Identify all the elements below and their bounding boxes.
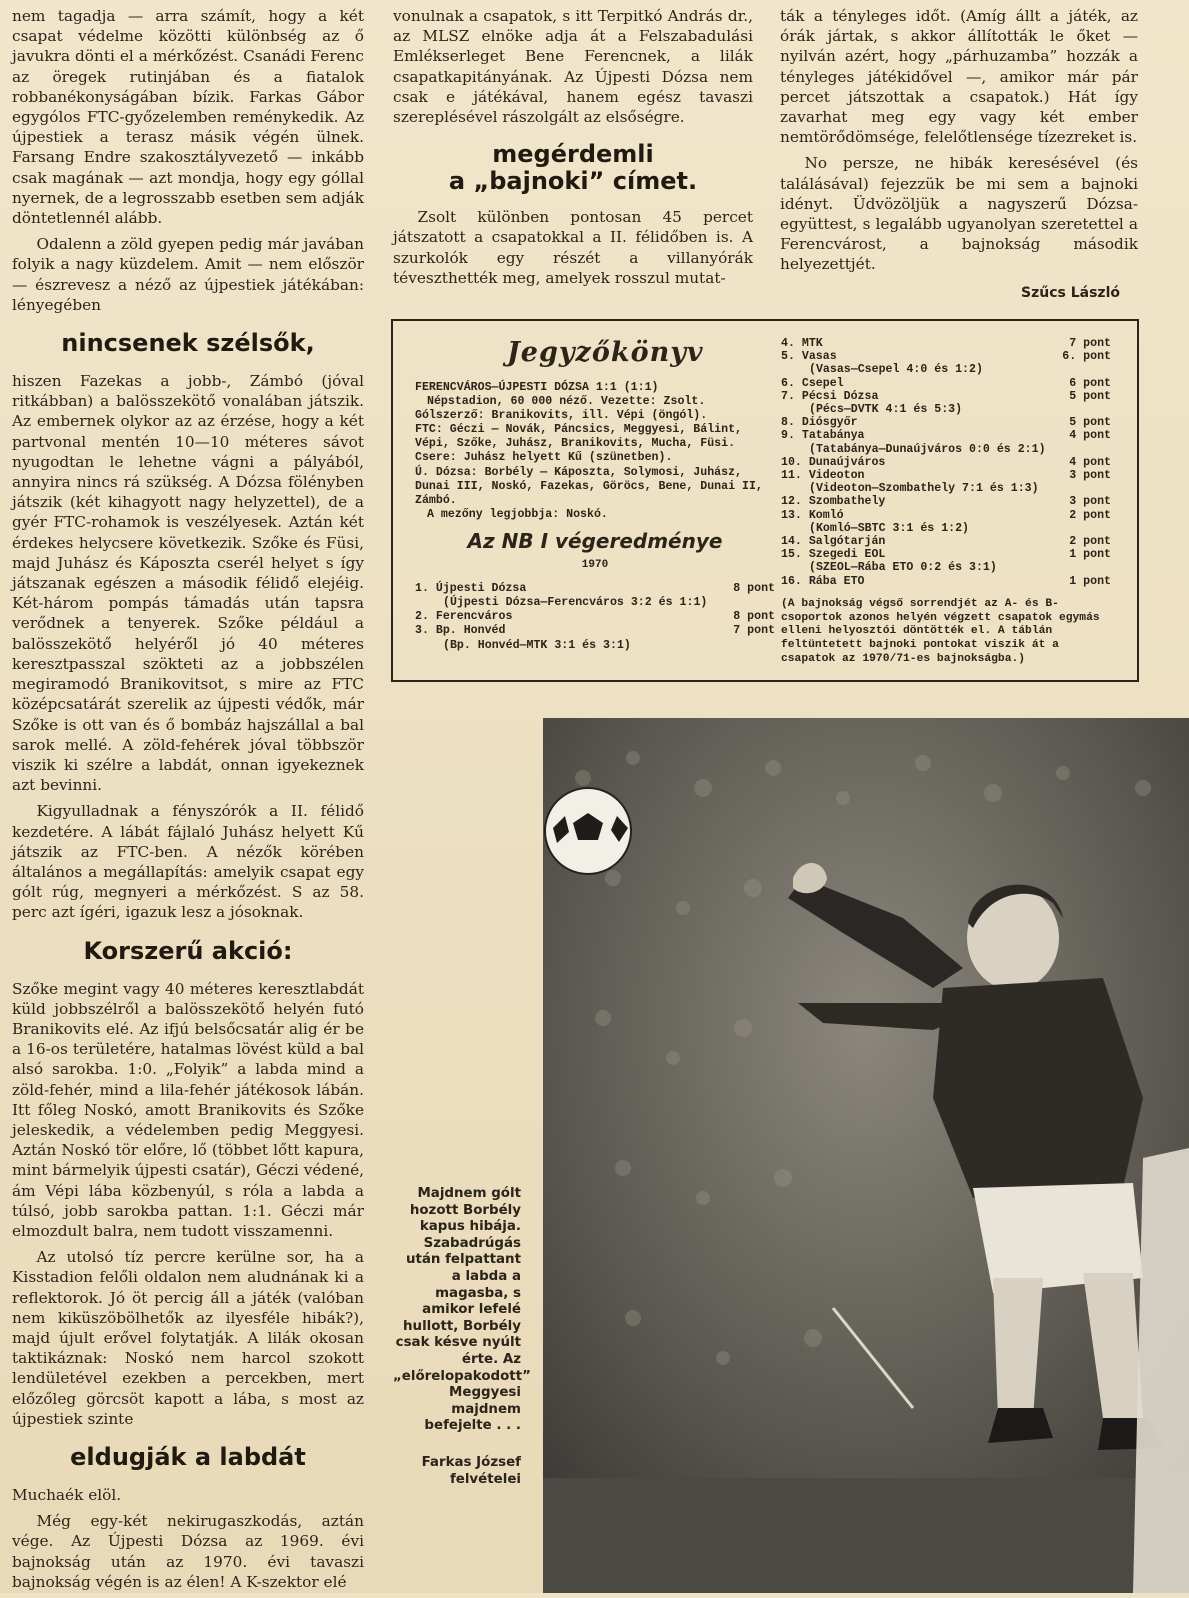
standings-points: 6 pont	[1069, 376, 1111, 390]
paragraph: Zsolt különben pontosan 45 percet játszatott a csapatokkal a II. félidőben is. A szurkolók egy részét a villanyórák téveszthették meg, amelyek rosszul mutat-	[393, 208, 753, 287]
paragraph: No persze, ne hibák keresésével (és találásával) fejezzük be mi sem a bajnoki idényt. Üdvözöljük a nagyszerű Dózsa-együttest, s legalább ugyanolyan szeretettel a Ferencvárost, a bajnokság második helyezettjét.	[780, 154, 1138, 274]
football-photo-illustration	[543, 718, 1189, 1593]
standings-team: 4. MTK	[781, 337, 823, 350]
standings-points: 8 pont	[733, 610, 775, 624]
standings-result-note: (Újpesti Dózsa—Ferencváros 3:2 és 1:1)	[443, 596, 708, 610]
paragraph: hiszen Fazekas a jobb-, Zámbó (jóval ritkábban) a balösszekötő vonalában játszik. Az embernek olykor az az érzése, hogy a két partvonal mentén 10—10 méteres sávot nyugodtan le lehetne vágni a pályából, annyira nincs rá szükség. A Dózsa fölényben játszik (két kihagyott nagy helyzettel), de a gyér FTC-rohamok is veszélyesek. Aztán két érdekes helycsere következik. Szőke és Füsi, majd Juhász és Káposzta cserél helyet s így játszanak egészen a második félidő elejéig. Két-három pompás támadás után tapsra verődnek a tenyerek. Szőke például a balösszekötő helyéről jó 40 méteres keresztpasszal szökteti az a jobbszélen megiramodó Branikovitsot, s mire az FTC középcsatárát szerelik az újpesti védők, már Szőke is ott van és ő bombáz hajszállal a bal sarok mellé. A zöld-fehérek jóval többször viszik ki szélre a labdát, onnan igyekeznek azt bevinni.	[12, 372, 364, 795]
standings-continued	[781, 337, 1111, 667]
standings-footnote: (A bajnokság végső sorrendjét az A- és B-csoportok azonos helyén végzett csapatok egymás elleni helyosztói döntötték el. A táblán feltüntetett bajnoki pontokat viszik át a csapatok az 1970/71-es bajnokságba.)	[781, 597, 1100, 666]
paragraph: nem tagadja — arra számít, hogy a két csapat védelme közötti különbség az ő javukra dönti el a mérkőzést. Csanádi Ferenc az öregek rutinjában és a fiatalok robbanékonyságában bízik. Farkas Gábor egygólos FTC-győzelemben reménykedik. Az újpestiek a terasz másik végén ülnek. Farsang Endre szakosztályvezető — inkább csak magának — azt mondja, hogy egy góllal nyernek, de a legrosszabb esetben sem adják döntetlennél alább.	[12, 7, 365, 228]
standings-points: 1 pont	[1069, 574, 1111, 588]
standings-team: 11. Videoton	[781, 469, 865, 483]
standings-team: 9. Tatabánya	[781, 429, 865, 443]
report-line: FERENCVÁROS—ÚJPESTI DÓZSA 1:1 (1:1)	[415, 381, 659, 394]
match-report	[415, 337, 775, 653]
standings-team: 8. Diósgyőr	[781, 416, 858, 430]
standings-result-note: (Bp. Honvéd—MTK 3:1 és 3:1)	[443, 638, 631, 652]
photo-credit: Farkas József felvételei	[421, 1454, 521, 1487]
standings-points: 1 pont	[1069, 548, 1111, 562]
standings-row	[781, 495, 1111, 508]
paragraph: Kigyulladnak a fényszórók a II. félidő kezdetére. A lábát fájlaló Juhász helyett Kű játszik az FTC-ben. A nézők körében általános a megállapítás: amelyik csapat egy gólt rúg, megnyeri a mérkőzést. S az 58. perc azt ígéri, igazuk lesz a jósoknak.	[12, 802, 364, 922]
standings-result-note: (Komló—SBTC 3:1 és 1:2)	[809, 521, 970, 535]
standings-row	[415, 610, 775, 624]
standings-points: 5 pont	[1069, 389, 1111, 403]
standings-row	[781, 350, 1111, 363]
author-signature: Szűcs László	[1021, 284, 1120, 301]
standings-result-note: (SZEOL—Rába ETO 0:2 és 3:1)	[809, 561, 997, 575]
caption-text: Majdnem gólt hozott Borbély kapus hibája. Szabadrúgás után felpattant a labda a magasba, s amikor lefelé hullott, Borbély csak késve nyúlt érte. Az „előrelopakodott” Meggyesi majdnem befejelte . . .	[393, 1186, 531, 1434]
paragraph: Az utolsó tíz percre kerülne sor, ha a Kisstadion felőli oldalon nem aludnának ki a reflektorok. Jó öt percig áll a játék (valóban nem kiküszöbölhetők az ilyesféle hibák?), majd újult erővel folytatják. A lilák okosan taktikáznak: Noskó nem harcol szokott lendületével ezekben a percekben, mert előzőleg görcsöt kapott a lába, s most az újpestiek szinte	[12, 1248, 364, 1428]
standings-result-note: (Pécs—DVTK 4:1 és 5:3)	[809, 403, 963, 417]
standings-row	[781, 337, 1111, 350]
standings-points: 3 pont	[1069, 495, 1111, 509]
standings-row	[781, 416, 1111, 429]
standings-row	[415, 582, 775, 596]
paragraph: Szőke megint vagy 40 méteres keresztlabdát küld jobbszélről a balösszekötő helyén futó Branikovits elé. Az ifjú belsőcsatár alig ér be a 16-os területére, hatalmas lövést küld a bal alsó sarokba. 1:0. „Folyik” a labda mind a zöld-fehér, mind a lila-fehér játékosok lábán. Itt főleg Noskó, amott Branikovits és Szőke jeleskedik, a védelemben pedig Meggyesi. Aztán Noskó tör előre, lő (többet lőtt kapura, mint bármelyik újpesti csatár), Géczi védené, ám Vépi lába közbenyúl, s róla a labda a túlsó, jobb sarokba pattan. 1:1. Géczi már elmozdult balra, nem tudott visszamenni.	[12, 979, 364, 1240]
standings-points: 7 pont	[733, 624, 775, 638]
report-line: A mezőny legjobbja: Noskó.	[427, 507, 608, 521]
paragraph: Még egy-két nekirugaszkodás, aztán vége. Az Újpesti Dózsa az 1969. évi bajnokság után az 1970. évi tavaszi bajnokság végén is az élen! A K-szektor elé	[12, 1512, 364, 1591]
standings-points: 2 pont	[1069, 535, 1111, 549]
standings-team: 5. Vasas	[781, 350, 837, 364]
standings-result-note: (Tatabánya—Dunaújváros 0:0 és 2:1)	[809, 442, 1046, 456]
subheading: Korszerű akció:	[83, 936, 293, 965]
standings-result-note: (Videoton—Szombathely 7:1 és 1:3)	[809, 482, 1039, 496]
subheading-line: megérdemli	[492, 140, 654, 169]
standings-points: 4 pont	[1069, 429, 1111, 443]
standings-team: 6. Csepel	[781, 376, 844, 390]
subheading: eldugják a labdát	[70, 1443, 306, 1471]
standings-team: 1. Újpesti Dózsa	[415, 582, 527, 596]
standings-team: 16. Rába ETO	[781, 574, 865, 588]
subheading-line: a „bajnoki” címet.	[448, 167, 698, 196]
article-column-3	[780, 6, 1138, 303]
standings-row	[415, 624, 775, 638]
standings-points: 3 pont	[1069, 469, 1111, 483]
standings-points: 2 pont	[1069, 508, 1111, 522]
report-line: Gólszerző: Branikovits, ill. Vépi (öngól).	[415, 409, 708, 423]
match-report-title: Jegyzőkönyv	[507, 337, 704, 368]
standings-points: 6. pont	[1062, 350, 1111, 364]
report-line: Népstadion, 60 000 néző. Vezette: Zsolt.	[427, 395, 706, 409]
standings-team: 7. Pécsi Dózsa	[781, 389, 879, 403]
standings-team: 2. Ferencváros	[415, 610, 513, 624]
standings-points: 8 pont	[733, 582, 775, 596]
paragraph: Muchaék elöl.	[12, 1486, 122, 1504]
standings-result-note: (Vasas—Csepel 4:0 és 1:2)	[809, 363, 983, 377]
standings-points: 7 pont	[1069, 337, 1111, 350]
standings-team: 13. Komló	[781, 508, 844, 522]
standings-row	[781, 456, 1111, 469]
standings-team: 10. Dunaújváros	[781, 455, 886, 469]
standings-row	[781, 535, 1111, 548]
paragraph: vonulnak a csapatok, s itt Terpitkó András dr., az MLSZ elnöke adja át a Felszabadulási Emlékserleget Bene Ferencnek, a lilák csapatkapitányának. Az Újpesti Dózsa nem csak e játékával, hanem egész tavaszi szereplésével rászolgált az elsőségre.	[393, 7, 753, 127]
standings-row	[781, 575, 1111, 588]
standings-row	[781, 469, 1111, 482]
standings-team: 12. Szombathely	[781, 495, 886, 509]
standings-team: 3. Bp. Honvéd	[415, 624, 506, 638]
standings-team: 14. Salgótarján	[781, 535, 886, 549]
subheading: nincsenek szélsők,	[61, 329, 315, 358]
standings-row	[781, 509, 1111, 522]
standings-row	[781, 548, 1111, 561]
report-line: Ú. Dózsa: Borbély — Káposzta, Solymosi, Juhász, Dunai III, Noskó, Fazekas, Göröcs, Bene, Dunai II, Zámbó.	[415, 465, 763, 507]
standings-points: 4 pont	[1069, 455, 1111, 469]
subheading	[393, 141, 753, 195]
match-report-box	[391, 319, 1139, 682]
article-column-2	[393, 6, 753, 294]
photo-caption	[393, 1186, 531, 1488]
paragraph: ták a tényleges időt. (Amíg állt a játék, az órák jártak, s akkor állították le őket — nyilván azért, hogy „párhuzamba” hozzák a tényleges játékidővel —, amikor már pár percet játszottak a csapatok.) Hát így zavarhat meg egy vagy két ember nemtörődömsége, felelőtlensége tízezreket is.	[780, 7, 1138, 147]
standings-points: 5 pont	[1069, 416, 1111, 430]
paragraph: Odalenn a zöld gyepen pedig már javában folyik a nagy küzdelem. Amit — nem először — észrevesz a néző az újpestiek játékában: lényegében	[12, 235, 364, 314]
match-photo	[543, 718, 1189, 1593]
standings-year: 1970	[581, 559, 609, 572]
article-column-1	[12, 6, 364, 1598]
standings-title: Az NB I végeredménye	[467, 528, 723, 553]
standings-row	[781, 377, 1111, 390]
standings-row	[781, 390, 1111, 403]
report-line: FTC: Géczi — Novák, Páncsics, Meggyesi, Bálint, Vépi, Szőke, Juhász, Branikovits, Mucha, Füsi. Csere: Juhász helyett Kű (szünetben).	[415, 423, 742, 465]
standings-list-top	[415, 582, 775, 652]
standings-team: 15. Szegedi EOL	[781, 548, 886, 562]
standings-list-bottom	[781, 337, 1111, 588]
standings-row	[781, 429, 1111, 442]
